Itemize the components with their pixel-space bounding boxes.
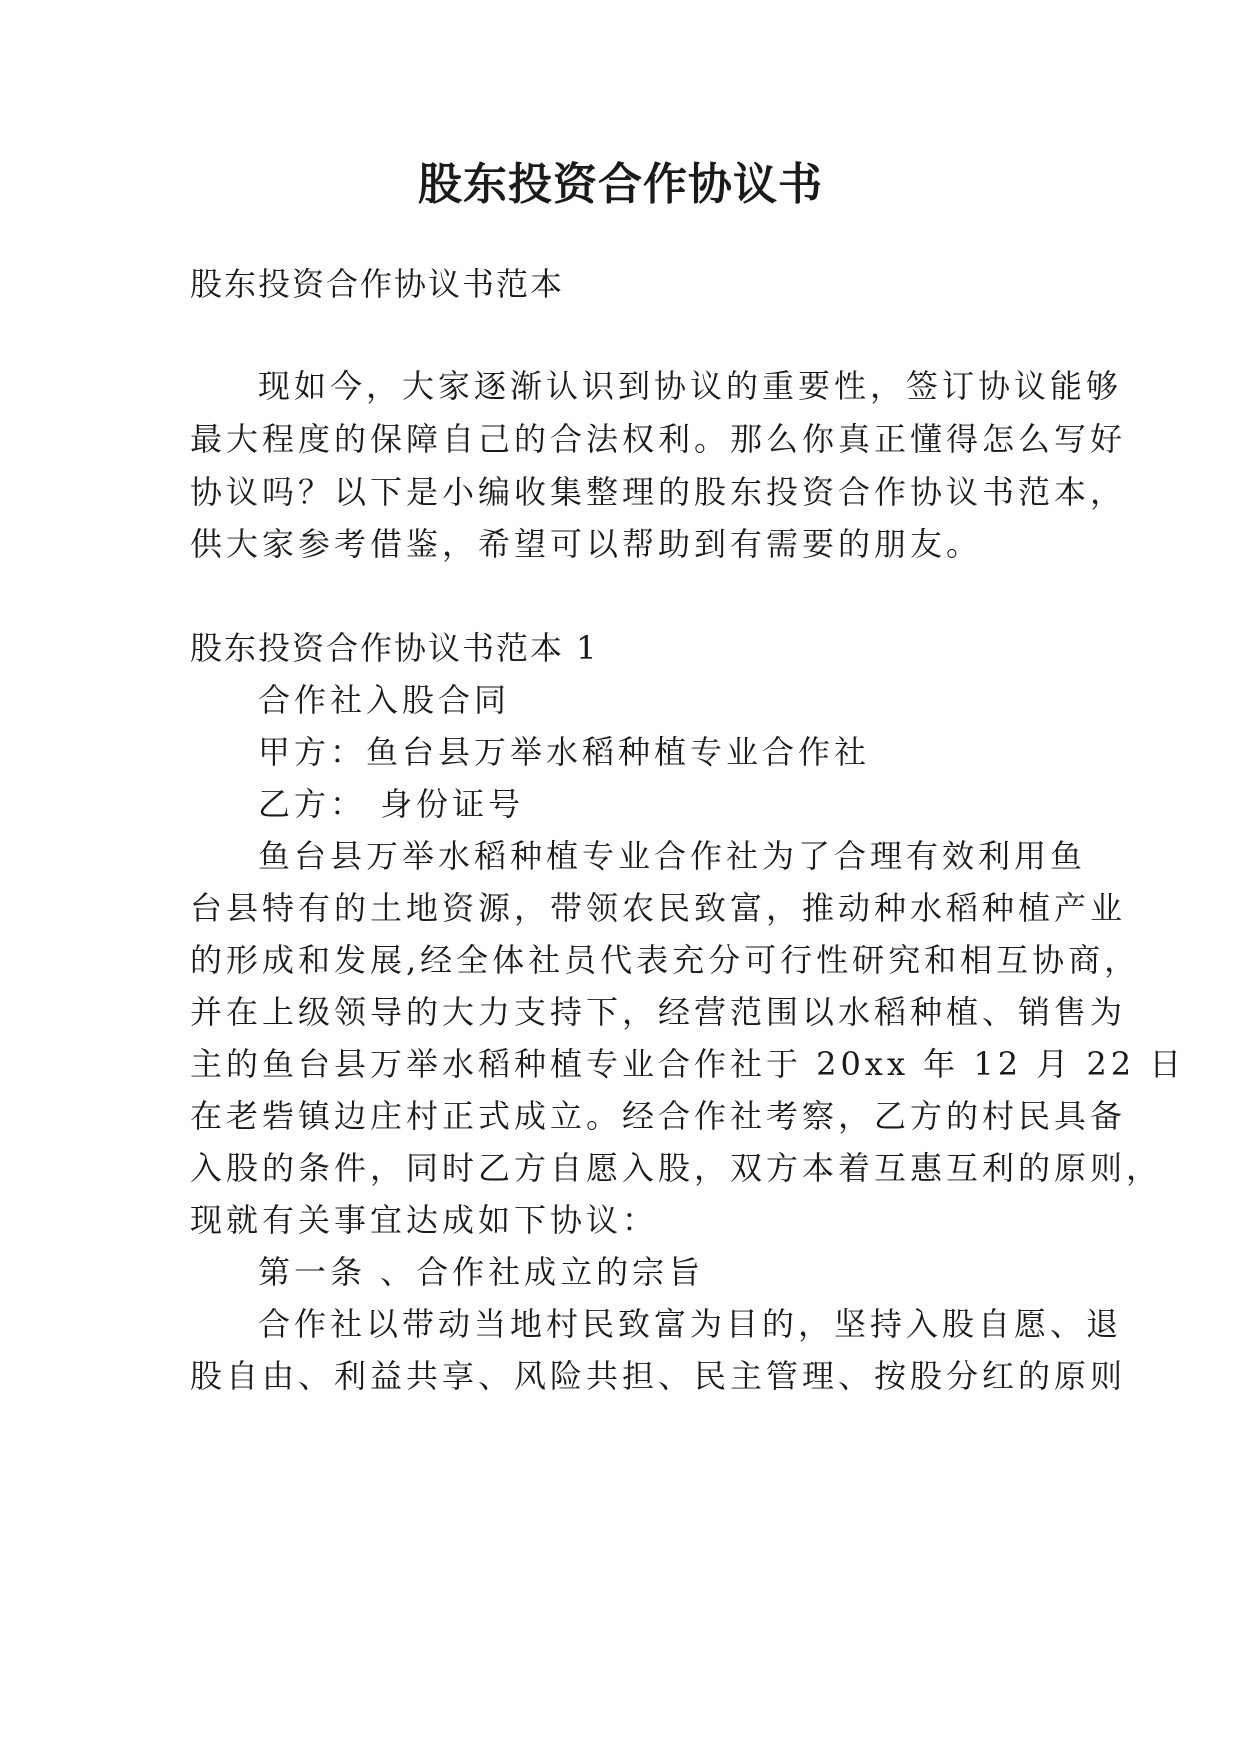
- body-line-1: 鱼台县万举水稻种植专业合作社为了合理有效利用鱼: [258, 837, 1087, 875]
- intro-line-2: 最大程度的保障自己的合法权利。那么你真正懂得怎么写好: [190, 420, 1127, 458]
- document-subtitle: 股东投资合作协议书范本: [190, 265, 565, 303]
- document-title: 股东投资合作协议书: [418, 159, 823, 210]
- body-line-7: 入股的条件，同时乙方自愿入股，双方本着互惠互利的原则，: [190, 1149, 1163, 1187]
- article-1-heading: 第一条 、合作社成立的宗旨: [258, 1253, 705, 1291]
- body-line-2: 台县特有的土地资源，带领农民致富，推动种水稻种植产业: [190, 889, 1127, 927]
- party-b: 乙方： 身份证号: [258, 785, 525, 823]
- intro-line-1: 现如今，大家逐渐认识到协议的重要性，签订协议能够: [258, 367, 1123, 405]
- body-line-8: 现就有关事宜达成如下协议：: [190, 1201, 659, 1239]
- contract-title: 合作社入股合同: [258, 681, 511, 719]
- body-line-4: 并在上级领导的大力支持下，经营范围以水稻种植、销售为: [190, 993, 1127, 1031]
- intro-line-3: 协议吗？以下是小编收集整理的股东投资合作协议书范本，: [190, 473, 1127, 511]
- section-heading: 股东投资合作协议书范本 1: [190, 629, 599, 667]
- article-1-line-1: 合作社以带动当地村民致富为目的，坚持入股自愿、退: [258, 1305, 1123, 1343]
- body-line-6: 在老砦镇边庄村正式成立。经合作社考察，乙方的村民具备: [190, 1097, 1127, 1135]
- body-line-3: 的形成和发展,经全体社员代表充分可行性研究和相互协商，: [190, 941, 1141, 979]
- body-line-5: 主的鱼台县万举水稻种植专业合作社于 20xx 年 12 月 22 日: [190, 1045, 1186, 1083]
- party-a: 甲方：鱼台县万举水稻种植专业合作社: [258, 733, 871, 771]
- intro-line-4: 供大家参考借鉴，希望可以帮助到有需要的朋友。: [190, 525, 983, 563]
- article-1-line-2: 股自由、利益共享、风险共担、民主管理、按股分红的原则: [190, 1357, 1127, 1395]
